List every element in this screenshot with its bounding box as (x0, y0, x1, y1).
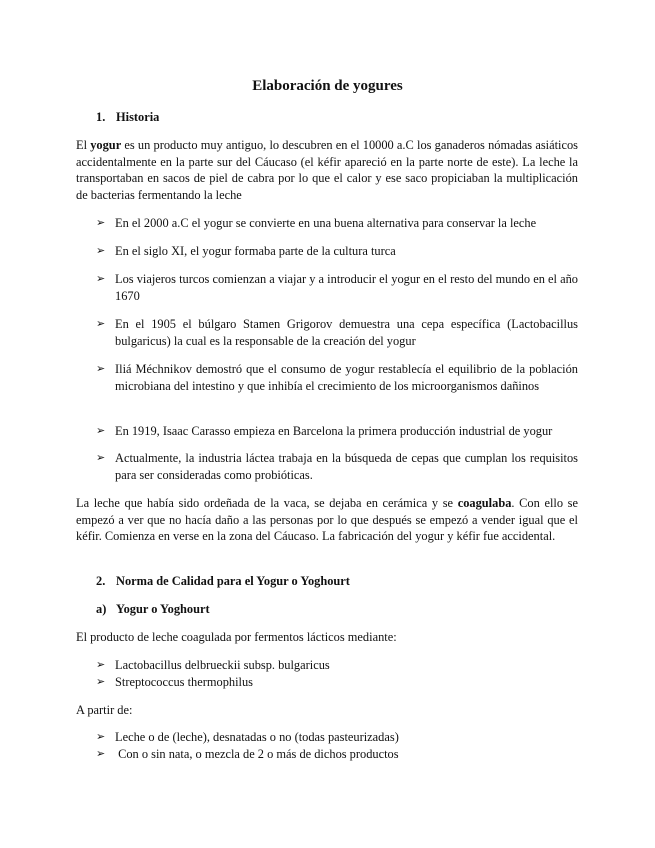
bullet-arrow-icon: ➢ (96, 362, 106, 375)
list-item (96, 450, 578, 483)
list-item (96, 423, 578, 440)
section-number: 2. (96, 574, 106, 588)
list-item (96, 243, 578, 260)
list-item-text: Lactobacillus delbrueckii subsp. bulgaricus (115, 658, 330, 672)
list-item (96, 215, 578, 232)
document-title: Elaboración de yogures (252, 78, 403, 94)
subsection-title: Yogur o Yoghourt (116, 602, 210, 616)
list-item-text: Los viajeros turcos comienzan a viajar y a introducir el yogur en el resto del mundo en el año 1670 (115, 272, 578, 303)
intro-text-rest: es un producto muy antiguo, lo descubren en el 10000 a.C los ganaderos nómadas asiáticos accidentalmente en la parte sur del Cáucaso (el kéfir apareció en la parte norte de este). La leche la transportaban en sacos de piel de cabra por lo que el calor y ese saco propiciaban la multiplicación de bacterias fermentando la leche (76, 138, 578, 202)
bullet-arrow-icon: ➢ (96, 317, 106, 330)
list-item-text: Streptococcus thermophilus (115, 675, 253, 689)
paragraph-text-rest: . Con ello se empezó a ver que no hacía daño a las personas por lo que después se empezó a vender igual que el kéfir. Comienza en verse en la zona del Cáucaso. La fabricación del yogur y kéfir fue accidental. (76, 496, 579, 543)
list-item (96, 316, 578, 349)
bullet-arrow-icon: ➢ (96, 730, 106, 743)
list-item-text: Con o sin nata, o mezcla de 2 o más de dichos productos (115, 747, 399, 761)
section-title: Historia (116, 110, 160, 124)
intro-bold-term: yogur (90, 138, 122, 152)
subsection-heading-yogur (96, 601, 210, 618)
intro-paragraph (76, 137, 578, 203)
paragraph-bold-term: coagulaba (457, 496, 512, 510)
section-title: Norma de Calidad para el Yogur o Yoghourt (116, 574, 350, 588)
list-item (96, 729, 578, 746)
coagulation-paragraph (76, 495, 578, 545)
section-heading-historia (96, 109, 159, 126)
list-item-text: En el siglo XI, el yogur formaba parte de la cultura turca (115, 244, 396, 258)
list-item-text: Iliá Méchnikov demostró que el consumo de yogur restablecía el equilibrio de la población microbiana del intestino y que inhibía el crecimiento de los microorganismos dañinos (115, 362, 578, 393)
bullet-arrow-icon: ➢ (96, 658, 106, 671)
section-heading-norma (96, 573, 350, 590)
coagulated-product-intro: El producto de leche coagulada por fermentos lácticos mediante: (76, 630, 397, 644)
bullet-arrow-icon: ➢ (96, 675, 106, 688)
list-item (96, 271, 578, 304)
list-item-text: Leche o de (leche), desnatadas o no (todas pasteurizadas) (115, 730, 399, 744)
bullet-arrow-icon: ➢ (96, 451, 106, 464)
list-item (96, 746, 578, 763)
list-item-text: En el 2000 a.C el yogur se convierte en una buena alternativa para conservar la leche (115, 216, 537, 230)
list-item (96, 361, 578, 394)
list-item-text: En 1919, Isaac Carasso empieza en Barcelona la primera producción industrial de yogur (115, 424, 553, 438)
subsection-letter: a) (96, 602, 107, 616)
bullet-arrow-icon: ➢ (96, 747, 106, 760)
source-intro: A partir de: (76, 703, 133, 717)
intro-text-start: El (76, 138, 91, 152)
bullet-arrow-icon: ➢ (96, 272, 106, 285)
list-item-text: Actualmente, la industria láctea trabaja en la búsqueda de cepas que cumplan los requisitos para ser consideradas como probióticas. (115, 451, 578, 482)
paragraph-text-start: La leche que había sido ordeñada de la vaca, se dejaba en cerámica y se (76, 496, 458, 510)
list-item (96, 657, 578, 674)
list-item-text: En el 1905 el búlgaro Stamen Grigorov demuestra una cepa específica (Lactobacillus bulgaricus) la cual es la responsable de la creación del yogur (115, 317, 578, 348)
bullet-arrow-icon: ➢ (96, 424, 106, 437)
list-item (96, 674, 578, 691)
section-number: 1. (96, 110, 106, 124)
bullet-arrow-icon: ➢ (96, 216, 106, 229)
bullet-arrow-icon: ➢ (96, 244, 106, 257)
